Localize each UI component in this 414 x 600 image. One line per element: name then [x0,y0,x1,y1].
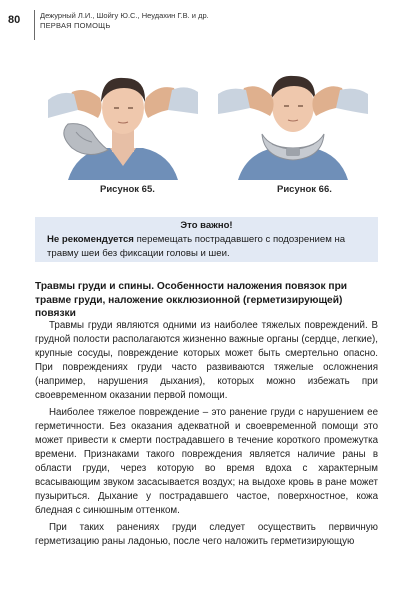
body-text [35,319,378,552]
important-notice-box [35,217,378,262]
figure-65-illustration [48,62,198,180]
notice-text [47,233,372,260]
paragraph: Наиболее тяжелое повреждение – это ранение груди с нарушением ее герметичности. Без оказания адекватной и своевременной помощи это может привести к смерти пострадавшего в течение короткого промежутка времени. Признаками такого повреждения является наличие раны в области груди, через которую во время вдоха с характерным всасывающим звуком засасывается воздух; на выдохе кровь в ране может пузыриться. Дыхание у пострадавшего частое, поверхностное, кожа бледная с синюшным оттенком. [35,407,378,516]
section-heading: Травмы груди и спины. Особенности наложения повязок при травме груди, наложение окклюзионной (герметизирующей) повязки [35,281,348,319]
page-number: 80 [8,14,21,26]
header-book-title: ПЕРВАЯ ПОМОЩЬ [40,21,111,30]
figure-66-illustration [218,62,368,180]
figure-66-caption: Рисунок 66. [277,184,332,195]
header-authors: Дежурный Л.И., Шойгу Ю.С., Неудахин Г.В. и др. [40,11,209,20]
paragraph: Травмы груди являются одними из наиболее тяжелых повреждений. В грудной полости располагаются жизненно важные органы (сердце, легкие), крупные сосуды, повреждение которых может быть смертельно опасно. При повреждениях груди часто развиваются тяжелые осложнения (например, нарушения дыхания), которых можно избежать при своевременном оказании первой помощи. [35,320,378,401]
page-header [0,0,414,40]
notice-body: перемещать пострадавшего с подозрением на травму шеи без фиксации головы и шеи. [47,234,346,259]
header-divider [34,10,35,40]
paragraph: При таких ранениях груди следует осуществить первичную герметизацию раны ладонью, после чего наложить герметизирующую [35,522,378,547]
figure-65-caption: Рисунок 65. [100,184,155,195]
notice-title: Это важно! [180,220,233,231]
notice-bold-lead: Не рекомендуется [47,234,134,245]
